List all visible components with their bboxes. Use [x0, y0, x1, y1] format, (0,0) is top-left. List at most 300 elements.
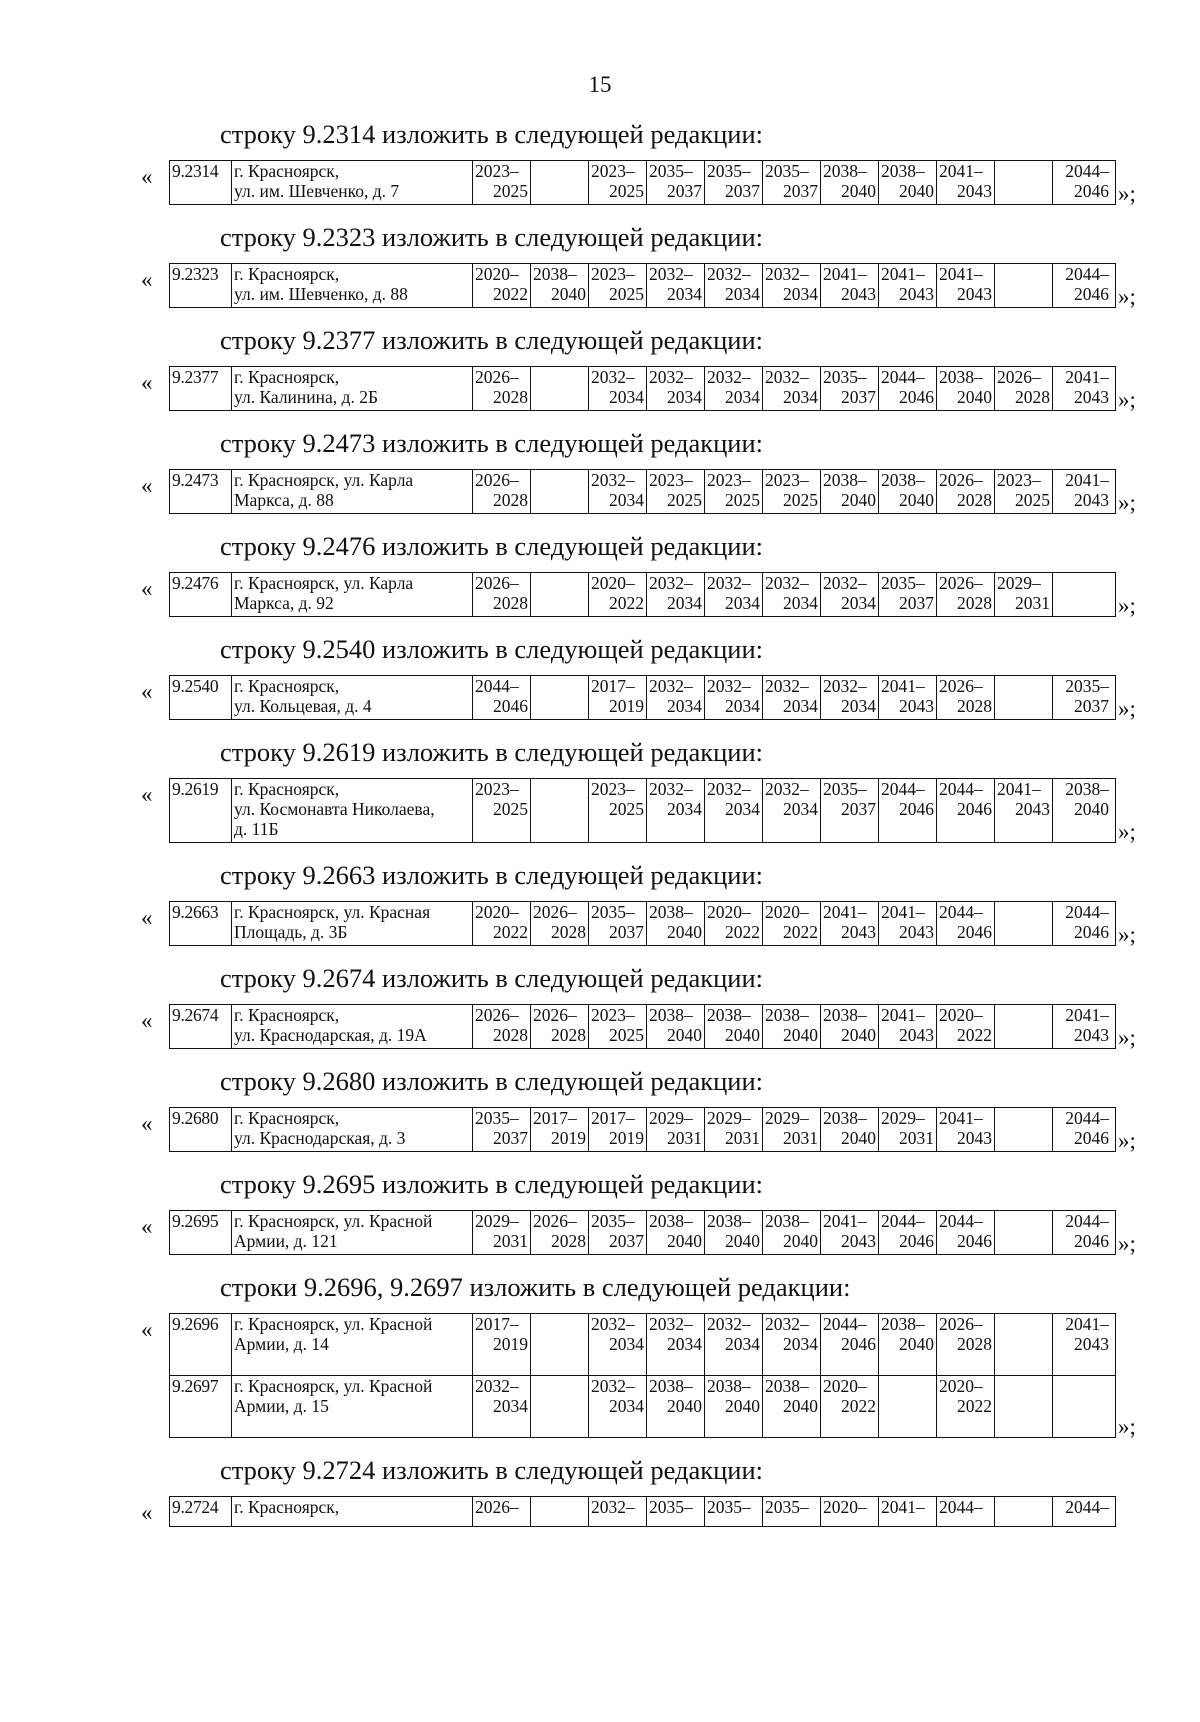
year-to: 2037 [841, 387, 876, 407]
year-from: 2038– [649, 1005, 693, 1025]
year-range-cell [705, 367, 763, 411]
year-from: 2038– [649, 1376, 693, 1396]
amendment-table-wrap [0, 263, 1200, 308]
address-line: г. Красноярск, [234, 367, 340, 387]
table-row [170, 367, 1116, 411]
year-from: 2038– [707, 1376, 751, 1396]
year-range-cell [821, 367, 879, 411]
year-to: 2037 [493, 1128, 528, 1148]
year-to: 2031 [1015, 593, 1050, 613]
year-to: 2034 [667, 284, 702, 304]
year-to: 2034 [841, 696, 876, 716]
year-range-cell [937, 676, 995, 720]
address-cell [232, 161, 473, 205]
year-from: 2044– [939, 1497, 983, 1517]
year-to: 2034 [725, 696, 760, 716]
address-line: Армии, д. 14 [234, 1334, 329, 1354]
year-range-cell [473, 1211, 531, 1255]
year-from: 2026– [475, 470, 519, 490]
amendment-table [169, 263, 1116, 308]
year-range-cell [531, 367, 589, 411]
year-to: 2034 [783, 696, 818, 716]
year-range-cell [1053, 367, 1116, 411]
amendment-block [0, 736, 1200, 843]
year-from: 2044– [1065, 1497, 1109, 1517]
row-number: 9.2663 [170, 902, 232, 946]
year-from: 2044– [1065, 902, 1109, 922]
address-line: д. 11Б [234, 819, 279, 839]
year-from: 2026– [475, 573, 519, 593]
year-to: 2028 [551, 922, 586, 942]
year-range-cell [531, 470, 589, 514]
year-range-cell [937, 1314, 995, 1376]
year-to: 2034 [783, 1334, 818, 1354]
year-range-cell [763, 573, 821, 617]
year-range-cell [705, 1376, 763, 1438]
year-from: 2032– [765, 264, 809, 284]
year-to: 2034 [667, 387, 702, 407]
year-to: 2046 [957, 799, 992, 819]
year-from: 2041– [823, 264, 867, 284]
amendment-table-wrap [0, 778, 1200, 843]
closing-quote: »; [1118, 284, 1136, 309]
year-to: 2043 [841, 284, 876, 304]
year-from: 2026– [533, 1005, 577, 1025]
table-row [170, 1211, 1116, 1255]
year-from: 2020– [765, 902, 809, 922]
year-to: 2028 [493, 1025, 528, 1045]
address-line: ул. Калинина, д. 2Б [234, 387, 378, 407]
year-from: 2041– [1065, 470, 1109, 490]
year-range-cell [531, 161, 589, 205]
row-number: 9.2473 [170, 470, 232, 514]
year-range-cell [647, 573, 705, 617]
year-range-cell [473, 470, 531, 514]
year-range-cell [531, 264, 589, 308]
year-range-cell [879, 1376, 937, 1438]
year-range-cell [589, 573, 647, 617]
year-range-cell [995, 676, 1053, 720]
year-from: 2026– [475, 367, 519, 387]
year-range-cell [531, 1211, 589, 1255]
address-line: г. Красноярск, [234, 264, 340, 284]
year-range-cell [1053, 1314, 1116, 1376]
amendment-table-wrap [0, 675, 1200, 720]
table-row [170, 470, 1116, 514]
year-range-cell [473, 573, 531, 617]
row-number: 9.2724 [170, 1497, 232, 1527]
year-range-cell [821, 1314, 879, 1376]
address-cell [232, 264, 473, 308]
year-from: 2032– [823, 573, 867, 593]
opening-quote: « [141, 905, 153, 930]
amendment-table [169, 160, 1116, 205]
amendment-heading: строку 9.2680 изложить в следующей редакции: [220, 1066, 764, 1096]
year-from: 2041– [881, 902, 925, 922]
year-to: 2037 [899, 593, 934, 613]
year-to: 2025 [493, 799, 528, 819]
year-range-cell [937, 161, 995, 205]
year-from: 2032– [591, 1314, 635, 1334]
year-to: 2040 [841, 1025, 876, 1045]
year-range-cell [995, 902, 1053, 946]
table-row [170, 902, 1116, 946]
closing-quote: »; [1118, 696, 1136, 721]
year-range-cell [763, 902, 821, 946]
amendment-table [169, 675, 1116, 720]
table-row [170, 1314, 1116, 1376]
amendment-block [0, 427, 1200, 514]
year-from: 2032– [707, 676, 751, 696]
year-from: 2041– [881, 1497, 925, 1517]
year-from: 2017– [591, 676, 635, 696]
row-number: 9.2680 [170, 1108, 232, 1152]
year-to: 2040 [783, 1396, 818, 1416]
address-cell [232, 573, 473, 617]
amendment-heading: строку 9.2619 изложить в следующей редакции: [220, 737, 764, 767]
year-range-cell [531, 1005, 589, 1049]
year-from: 2044– [1065, 264, 1109, 284]
year-from: 2038– [823, 1108, 867, 1128]
year-range-cell [705, 779, 763, 843]
year-range-cell [821, 470, 879, 514]
address-line: Армии, д. 15 [234, 1396, 329, 1416]
year-range-cell [473, 367, 531, 411]
year-range-cell [531, 902, 589, 946]
address-line: г. Красноярск, [234, 1005, 340, 1025]
year-range-cell [1053, 470, 1116, 514]
year-from: 2020– [475, 264, 519, 284]
year-range-cell [473, 1376, 531, 1438]
year-to: 2040 [551, 284, 586, 304]
address-line: г. Красноярск, ул. Красной [234, 1314, 433, 1334]
year-to: 2025 [667, 490, 702, 510]
year-from: 2038– [823, 1005, 867, 1025]
opening-quote: « [141, 576, 153, 601]
year-range-cell [647, 470, 705, 514]
row-number: 9.2540 [170, 676, 232, 720]
year-range-cell [647, 161, 705, 205]
year-range-cell [647, 676, 705, 720]
year-to: 2028 [551, 1231, 586, 1251]
amendment-block [0, 530, 1200, 617]
year-range-cell [705, 1211, 763, 1255]
year-from: 2029– [997, 573, 1041, 593]
year-from: 2038– [707, 1005, 751, 1025]
row-number: 9.2377 [170, 367, 232, 411]
year-range-cell [879, 573, 937, 617]
year-range-cell [879, 367, 937, 411]
year-to: 2028 [957, 696, 992, 716]
year-from: 2032– [823, 676, 867, 696]
year-to: 2028 [1015, 387, 1050, 407]
year-from: 2017– [591, 1108, 635, 1128]
closing-quote: »; [1118, 819, 1136, 844]
year-range-cell [995, 1314, 1053, 1376]
amendment-block [0, 1168, 1200, 1255]
year-from: 2020– [707, 902, 751, 922]
year-from: 2023– [649, 470, 693, 490]
year-to: 2025 [609, 284, 644, 304]
year-range-cell [821, 1005, 879, 1049]
year-to: 2037 [609, 922, 644, 942]
year-range-cell [1053, 1497, 1116, 1527]
address-line: г. Красноярск, [234, 161, 340, 181]
year-to: 2037 [1074, 696, 1109, 716]
year-from: 2044– [939, 902, 983, 922]
year-from: 2041– [881, 1005, 925, 1025]
year-to: 2046 [957, 922, 992, 942]
year-from: 2029– [881, 1108, 925, 1128]
opening-quote: « [141, 679, 153, 704]
year-to: 2043 [841, 1231, 876, 1251]
address-cell [232, 1314, 473, 1376]
year-to: 2043 [841, 922, 876, 942]
year-range-cell [821, 1376, 879, 1438]
year-to: 2019 [609, 1128, 644, 1148]
year-from: 2029– [707, 1108, 751, 1128]
year-to: 2037 [609, 1231, 644, 1251]
year-from: 2038– [707, 1211, 751, 1231]
year-range-cell [821, 1497, 879, 1527]
year-from: 2017– [533, 1108, 577, 1128]
year-from: 2041– [939, 161, 983, 181]
year-to: 2043 [1015, 799, 1050, 819]
address-line: ул. им. Шевченко, д. 7 [234, 181, 400, 201]
year-range-cell [879, 1497, 937, 1527]
year-to: 2040 [667, 1025, 702, 1045]
year-to: 2040 [841, 490, 876, 510]
amendment-table [169, 1004, 1116, 1049]
year-from: 2038– [649, 1211, 693, 1231]
year-range-cell [995, 264, 1053, 308]
year-from: 2044– [1065, 1211, 1109, 1231]
year-from: 2023– [591, 264, 635, 284]
year-from: 2038– [939, 367, 983, 387]
row-number: 9.2323 [170, 264, 232, 308]
year-from: 2035– [881, 573, 925, 593]
year-from: 2026– [939, 676, 983, 696]
year-range-cell [1053, 1376, 1116, 1438]
year-from: 2041– [939, 1108, 983, 1128]
year-to: 2043 [1074, 387, 1109, 407]
year-to: 2019 [609, 696, 644, 716]
year-from: 2038– [765, 1211, 809, 1231]
year-to: 2040 [725, 1231, 760, 1251]
year-to: 2046 [841, 1334, 876, 1354]
year-to: 2028 [493, 490, 528, 510]
opening-quote: « [141, 267, 153, 292]
year-to: 2046 [899, 799, 934, 819]
year-range-cell [589, 264, 647, 308]
year-from: 2032– [765, 779, 809, 799]
year-to: 2034 [667, 1334, 702, 1354]
year-to: 2040 [1074, 799, 1109, 819]
closing-quote: »; [1118, 181, 1136, 206]
year-range-cell [937, 779, 995, 843]
year-range-cell [647, 367, 705, 411]
year-from: 2038– [765, 1376, 809, 1396]
year-from: 2029– [475, 1211, 519, 1231]
year-from: 2032– [591, 1376, 635, 1396]
year-range-cell [589, 161, 647, 205]
year-range-cell [531, 573, 589, 617]
year-to: 2034 [725, 1334, 760, 1354]
year-range-cell [705, 676, 763, 720]
address-line: г. Красноярск, [234, 1497, 340, 1517]
year-from: 2032– [707, 779, 751, 799]
year-from: 2020– [939, 1376, 983, 1396]
year-from: 2038– [533, 264, 577, 284]
amendment-heading: строку 9.2476 изложить в следующей редакции: [220, 531, 764, 561]
year-to: 2034 [841, 593, 876, 613]
year-range-cell [589, 1108, 647, 1152]
year-range-cell [473, 1005, 531, 1049]
year-range-cell [763, 779, 821, 843]
row-number: 9.2697 [170, 1376, 232, 1438]
year-from: 2032– [707, 1314, 751, 1334]
year-to: 2046 [899, 1231, 934, 1251]
amendment-block [0, 324, 1200, 411]
year-to: 2019 [551, 1128, 586, 1148]
year-range-cell [705, 161, 763, 205]
amendment-block [0, 118, 1200, 205]
year-from: 2032– [591, 470, 635, 490]
year-to: 2043 [899, 1025, 934, 1045]
year-from: 2032– [765, 1314, 809, 1334]
amendment-table [169, 1210, 1116, 1255]
year-to: 2037 [841, 799, 876, 819]
year-range-cell [531, 1314, 589, 1376]
year-from: 2020– [823, 1376, 867, 1396]
year-from: 2029– [649, 1108, 693, 1128]
year-range-cell [473, 264, 531, 308]
amendment-heading: строку 9.2314 изложить в следующей редакции: [220, 119, 764, 149]
year-from: 2032– [649, 1314, 693, 1334]
year-from: 2023– [475, 161, 519, 181]
opening-quote: « [141, 473, 153, 498]
year-range-cell [589, 1497, 647, 1527]
year-range-cell [705, 1314, 763, 1376]
opening-quote: « [141, 1317, 153, 1342]
year-range-cell [879, 161, 937, 205]
year-range-cell [647, 1108, 705, 1152]
amendment-table-wrap [0, 1313, 1200, 1438]
amendment-table [169, 469, 1116, 514]
year-from: 2041– [823, 1211, 867, 1231]
year-range-cell [879, 1108, 937, 1152]
year-range-cell [879, 1005, 937, 1049]
year-range-cell [647, 264, 705, 308]
amendment-table-wrap [0, 366, 1200, 411]
year-range-cell [879, 264, 937, 308]
year-from: 2038– [881, 1314, 925, 1334]
year-range-cell [647, 1376, 705, 1438]
year-range-cell [705, 1497, 763, 1527]
year-to: 2034 [493, 1396, 528, 1416]
address-line: г. Красноярск, ул. Карла [234, 573, 414, 593]
amendment-table-wrap [0, 1496, 1200, 1527]
amendment-heading: строку 9.2663 изложить в следующей редакции: [220, 860, 764, 890]
year-range-cell [705, 573, 763, 617]
year-range-cell [821, 902, 879, 946]
address-cell [232, 902, 473, 946]
year-range-cell [821, 1108, 879, 1152]
year-to: 2025 [609, 181, 644, 201]
year-from: 2044– [881, 779, 925, 799]
amendment-heading: строки 9.2696, 9.2697 изложить в следующей редакции: [220, 1272, 851, 1302]
year-range-cell [473, 779, 531, 843]
opening-quote: « [141, 782, 153, 807]
amendment-block [0, 633, 1200, 720]
year-from: 2026– [475, 1005, 519, 1025]
year-range-cell [589, 1376, 647, 1438]
year-from: 2035– [649, 161, 693, 181]
year-to: 2040 [899, 490, 934, 510]
amendment-table [169, 1496, 1116, 1527]
year-range-cell [763, 264, 821, 308]
year-to: 2034 [609, 1396, 644, 1416]
table-row [170, 161, 1116, 205]
row-number: 9.2476 [170, 573, 232, 617]
table-row [170, 676, 1116, 720]
year-from: 2023– [765, 470, 809, 490]
year-from: 2044– [823, 1314, 867, 1334]
year-range-cell [995, 1005, 1053, 1049]
table-row [170, 573, 1116, 617]
year-from: 2017– [475, 1314, 519, 1334]
amendment-block [0, 1454, 1200, 1527]
address-line: Армии, д. 121 [234, 1231, 338, 1251]
year-from: 2020– [823, 1497, 867, 1517]
year-to: 2046 [493, 696, 528, 716]
row-number: 9.2696 [170, 1314, 232, 1376]
year-to: 2040 [725, 1396, 760, 1416]
address-cell [232, 779, 473, 843]
year-range-cell [589, 676, 647, 720]
year-to: 2025 [783, 490, 818, 510]
year-range-cell [763, 1108, 821, 1152]
year-to: 2025 [1015, 490, 1050, 510]
year-from: 2029– [765, 1108, 809, 1128]
year-to: 2037 [783, 181, 818, 201]
year-from: 2026– [533, 1211, 577, 1231]
address-line: Площадь, д. 3Б [234, 922, 348, 942]
year-from: 2032– [707, 264, 751, 284]
address-line: г. Красноярск, [234, 779, 340, 799]
amendment-block [0, 962, 1200, 1049]
year-to: 2046 [1074, 181, 1109, 201]
year-range-cell [821, 264, 879, 308]
year-range-cell [705, 1005, 763, 1049]
year-to: 2034 [667, 799, 702, 819]
year-from: 2023– [997, 470, 1041, 490]
year-range-cell [1053, 779, 1116, 843]
year-range-cell [589, 779, 647, 843]
address-cell [232, 1108, 473, 1152]
year-to: 2034 [667, 593, 702, 613]
address-line: г. Красноярск, ул. Красная [234, 902, 431, 922]
year-range-cell [763, 367, 821, 411]
year-range-cell [937, 1211, 995, 1255]
opening-quote: « [141, 1008, 153, 1033]
amendment-heading: строку 9.2540 изложить в следующей редакции: [220, 634, 764, 664]
opening-quote: « [141, 370, 153, 395]
address-cell [232, 676, 473, 720]
year-to: 2040 [841, 181, 876, 201]
year-from: 2035– [765, 1497, 809, 1517]
year-to: 2034 [725, 284, 760, 304]
